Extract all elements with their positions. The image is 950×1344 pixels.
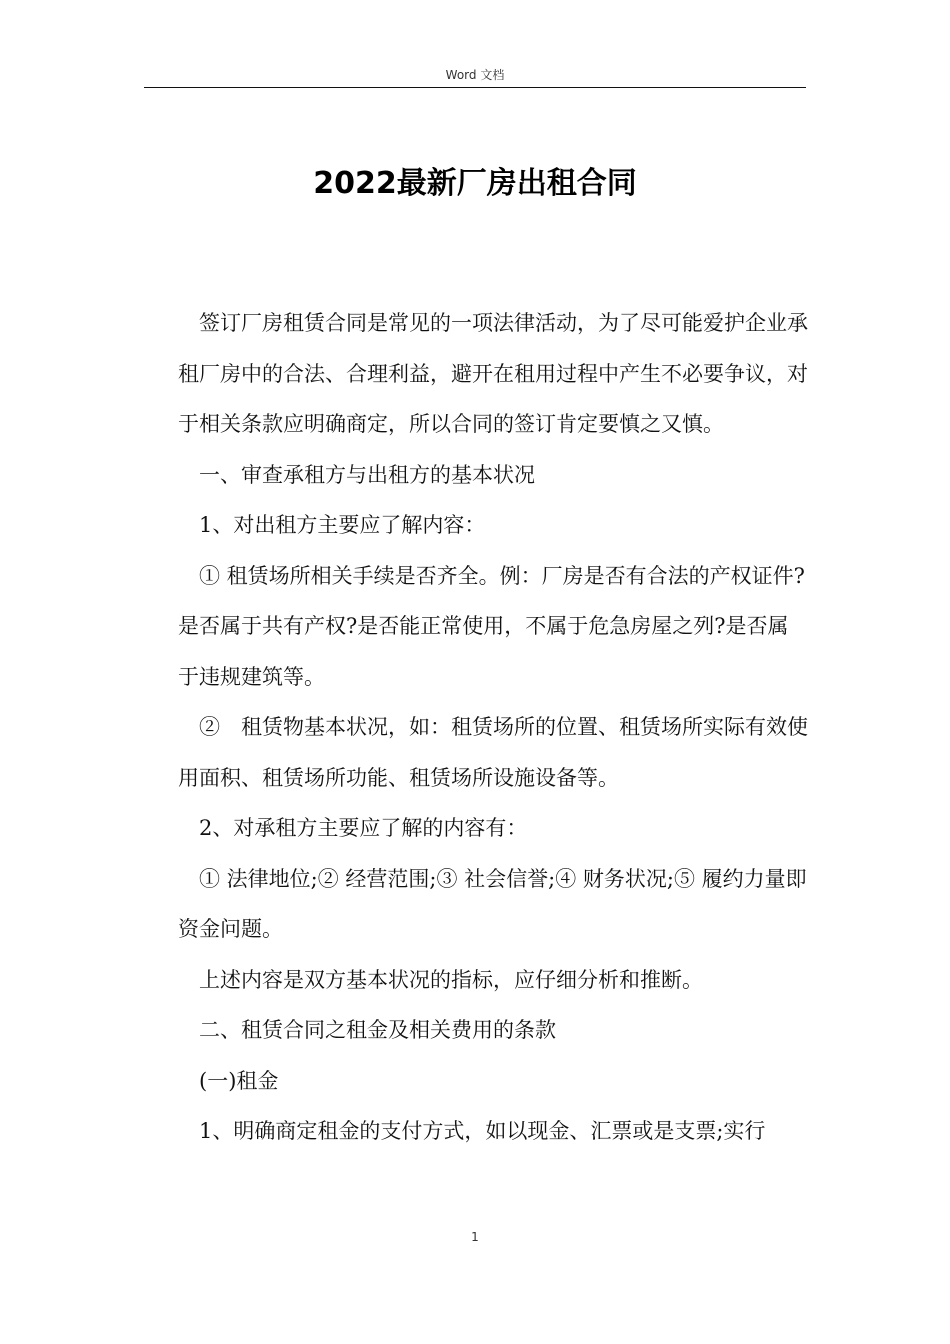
header-divider — [144, 87, 806, 88]
section-heading-1: 一、审查承租方与出租方的基本状况 — [199, 462, 535, 487]
list-item: ① 租赁场所相关手续是否齐全。例：厂房是否有合法的产权证件?是否属于共有产权?是否能正常使用，不属于危急房屋之列?是否属于违规建筑等。 — [178, 563, 805, 689]
section-heading-2: 二、租赁合同之租金及相关费用的条款 — [199, 1018, 556, 1042]
paragraph: 1、明确商定租金的支付方式，如以现金、汇票或是支票;实行 — [199, 1119, 766, 1143]
subsection-heading: 1、对出租方主要应了解内容： — [199, 513, 486, 537]
page-number: 1 — [471, 1230, 479, 1244]
subsection-heading: 2、对承租方主要应了解的内容有： — [199, 816, 528, 840]
document-body — [178, 298, 808, 1157]
page-header: Word 文档 — [445, 68, 505, 82]
list-item: ② 租赁物基本状况，如：租赁场所的位置、租赁场所实际有效使用面积、租赁场所功能、租赁场所设施设备等。 — [178, 715, 808, 790]
paragraph: 上述内容是双方基本状况的指标，应仔细分析和推断。 — [199, 967, 703, 992]
paragraph-intro: 签订厂房租赁合同是常见的一项法律活动，为了尽可能爱护企业承租厂房中的合法、合理利益，避开在租用过程中产生不必要争议，对于相关条款应明确商定，所以合同的签订肯定要慎之又慎。 — [178, 311, 808, 436]
document-title: 2022最新厂房出租合同 — [313, 166, 637, 201]
list-item: ① 法律地位;② 经营范围;③ 社会信誉;④ 财务状况;⑤ 履约力量即资金问题。 — [178, 866, 807, 941]
subsection-heading: (一)租金 — [199, 1068, 279, 1093]
